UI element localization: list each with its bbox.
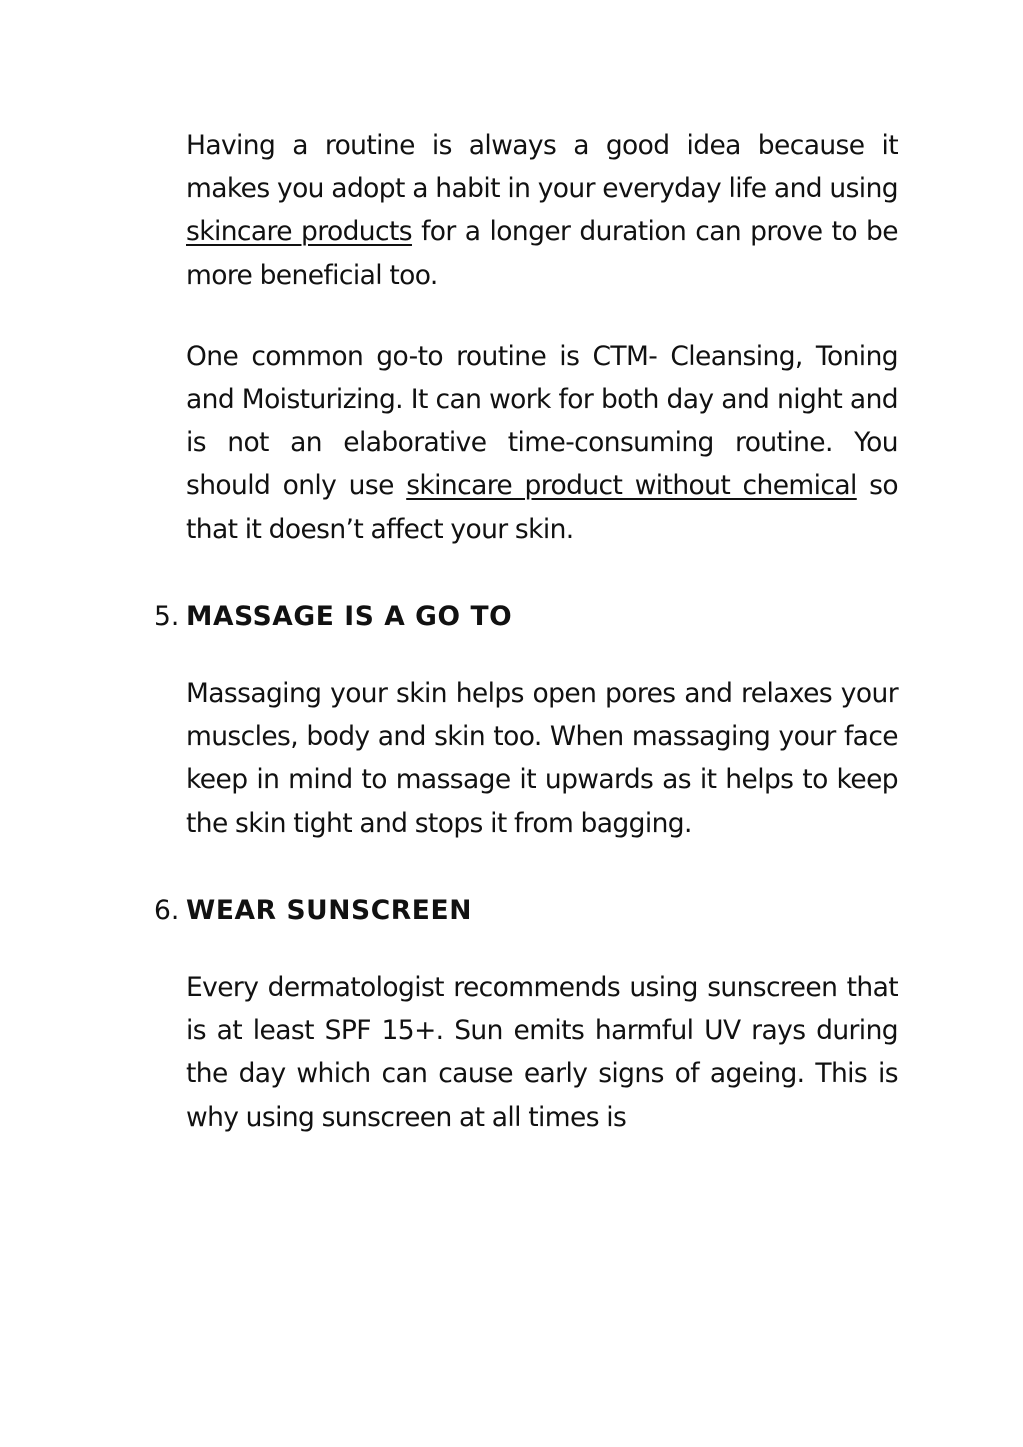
ctm-paragraph <box>186 335 898 551</box>
section-6-title: WEAR SUNSCREEN <box>186 894 472 926</box>
ctm-paragraph-text-start: One common go-to routine is CTM- Cleansing, Toning and Moisturizing. It can work for both day and night and is not an elaborative time-consuming routine. You should only use <box>186 340 898 502</box>
massage-paragraph: Massaging your skin helps open pores and relaxes your muscles, body and skin too. When massaging your face keep in mind to massage it upwards as it helps to keep the skin tight and stops it from bagging. <box>186 678 898 839</box>
skincare-products-link[interactable]: skincare products <box>186 216 412 248</box>
routine-paragraph-text-start: Having a routine is always a good idea because it makes you adopt a habit in your everyday life and using <box>186 130 898 205</box>
section-6-number: 6. <box>154 894 180 926</box>
section-5-heading <box>154 595 898 638</box>
ctm-paragraph-text-end: so that it doesn’t affect your skin. <box>186 470 898 545</box>
skincare-product-without-chemical-link[interactable]: skincare product without chemical <box>406 470 857 502</box>
section-6-heading <box>154 889 898 932</box>
sunscreen-paragraph: Every dermatologist recommends using sunscreen that is at least SPF 15+. Sun emits harmful UV rays during the day which can cause early signs of ageing. This is why using sunscreen at all times is <box>186 972 898 1133</box>
routine-paragraph <box>186 124 898 297</box>
page-content <box>154 124 898 1139</box>
section-5-number: 5. <box>154 600 180 632</box>
section-5-title: MASSAGE IS A GO TO <box>186 600 513 632</box>
routine-paragraph-text-end: for a longer duration can prove to be more beneficial too. <box>186 216 898 291</box>
